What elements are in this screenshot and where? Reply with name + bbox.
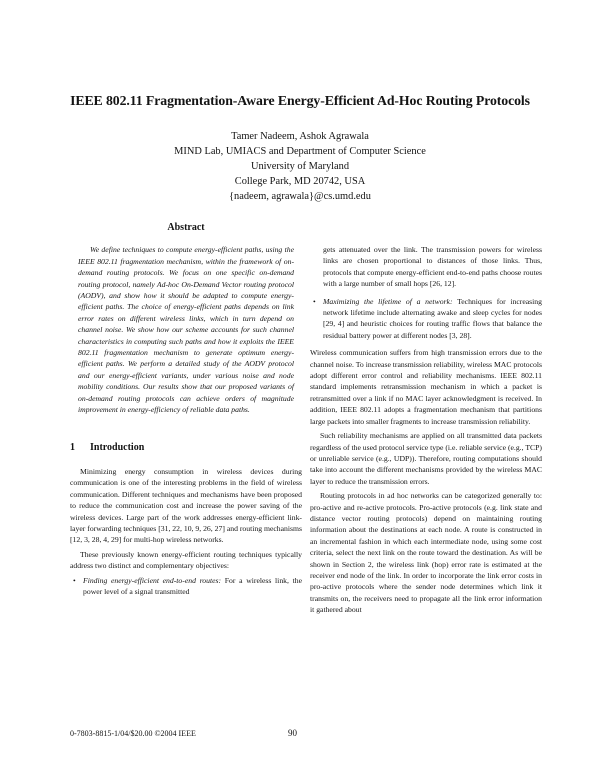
section-heading-introduction [70,442,302,453]
section-number: 1 [70,441,75,453]
body-paragraph-1: Wireless communication suffers from high transmission errors due to the channel noise. To increase transmission reliability, wireless MAC protocols adopt different error control and reliability mechanisms. IEEE 802.11 standard implements retransmission mechanism in which a packet is retransmitted over a link if no MAC layer acknowledgment is received. In addition, IEEE 802.11 adopts a fragmentation mechanism that partitions large packets into smaller fragments to increase transmission reliability. [310,348,542,426]
author-block [60,129,540,204]
affiliation-line: MIND Lab, UMIACS and Department of Computer Science [174,146,426,157]
author-names: Tamer Nadeem, Ashok Agrawala [231,131,369,142]
bullet-item [70,575,302,598]
bullet-lead: Maximizing the lifetime of a network: [323,296,453,306]
bullet-icon: • [73,575,76,585]
abstract-heading: Abstract [167,222,205,233]
author-emails: {nadeem, agrawala}@cs.umd.edu [229,191,371,202]
section-title: Introduction [90,441,145,453]
bullet-continued-text: gets attenuated over the link. The transmission powers for wireless links are chosen proportional to distances of those links. Thus, protocols that compute energy-efficient end-to-end paths choose routes with a large number of small hops [26, 12]. [323,245,542,289]
bullet-text: For a wireless link, the power level of a signal transmitted [83,575,302,596]
abstract-text: We define techniques to compute energy-efficient paths, using the IEEE 802.11 fragmentation mechanism, within the framework of on-demand routing protocols. We focus on one specific on-demand routing protocol, namely Ad-hoc On-Demand Vector routing protocol (AODV), and show how it should be adapted to compute energy-efficient paths. The choice of energy-efficient paths depends on link error rates on different wireless links, which in turn depend on channel noise. We show how our scheme accounts for such channel characteristics in computing such paths and how it exploits the IEEE 802.11 fragmentation mechanism to generate optimum energy-efficient paths. We perform a detailed study of the AODV protocol and our energy-efficient variants, under various noise and node mobility conditions. Our results show that our proposed variants of on-demand routing protocols can achieve orders of magnitude improvement in energy-efficiency of reliable data paths. [78,245,294,415]
body-paragraph-3: Routing protocols in ad hoc networks can be categorized generally to: pro-active and re-active protocols. Pro-active protocols (e.g. link state and distance vector routing protocols) depend on maintaining routing information about the destinations at each node. A route is constructed in an incremental fashion in which each intermediate node, using some cost criteria, select the next link on the route toward the destination. As will be shown in Section 2, the wireless link (hop) error rate is estimated at the receiver end node of the link. In order to incorporate the link error costs in pro-active protocols where the sender node determines which link it transmits on, the receivers need to propagate all the link error information it gathered about [310,491,542,615]
affiliation-line: College Park, MD 20742, USA [234,176,366,187]
copyright-notice: 0-7803-8815-1/04/$20.00 ©2004 IEEE [70,729,196,738]
body-paragraph-2: Such reliability mechanisms are applied on all transmitted data packets regardless of the used protocol service type (i.e. reliable service (e.g., TCP) or unreliable service (e.g., UDP)). Therefore, routing computations should take into account the different mechanisms provided by the wireless MAC layer to reduce the transmission errors. [310,431,542,486]
bullet-item [310,296,542,342]
intro-paragraph-2: These previously known energy-efficient routing techniques typically address two distinct and complementary objectives: [70,549,302,571]
intro-paragraph-1: Minimizing energy consumption in wireless devices during communication is one of the interesting problems in the field of wireless communication. Different techniques and mechanisms have been proposed to reduce the communication cost and increase the power saving of the wireless devices. Large part of the work addresses energy-efficient link-layer forwarding techniques [31, 22, 10, 9, 26, 27] and routing mechanisms [12, 3, 28, 4, 29] for multi-hop wireless networks. [70,466,302,545]
bullet-lead: Finding energy-efficient end-to-end routes: [83,575,222,585]
left-column [70,222,302,603]
paper-title: IEEE 802.11 Fragmentation-Aware Energy-Efficient Ad-Hoc Routing Protocols [70,93,530,108]
page-number: 90 [288,728,297,738]
bullet-icon: • [313,296,316,306]
bullet-text: Techniques for increasing network lifetime include alternating awake and sleep cycles for nodes [29, 4] and heuristic choices for routing traffic flows that balance the residual battery power at different nodes [3, 28]. [323,296,542,340]
affiliation-line: University of Maryland [250,161,350,172]
right-column [310,244,542,619]
